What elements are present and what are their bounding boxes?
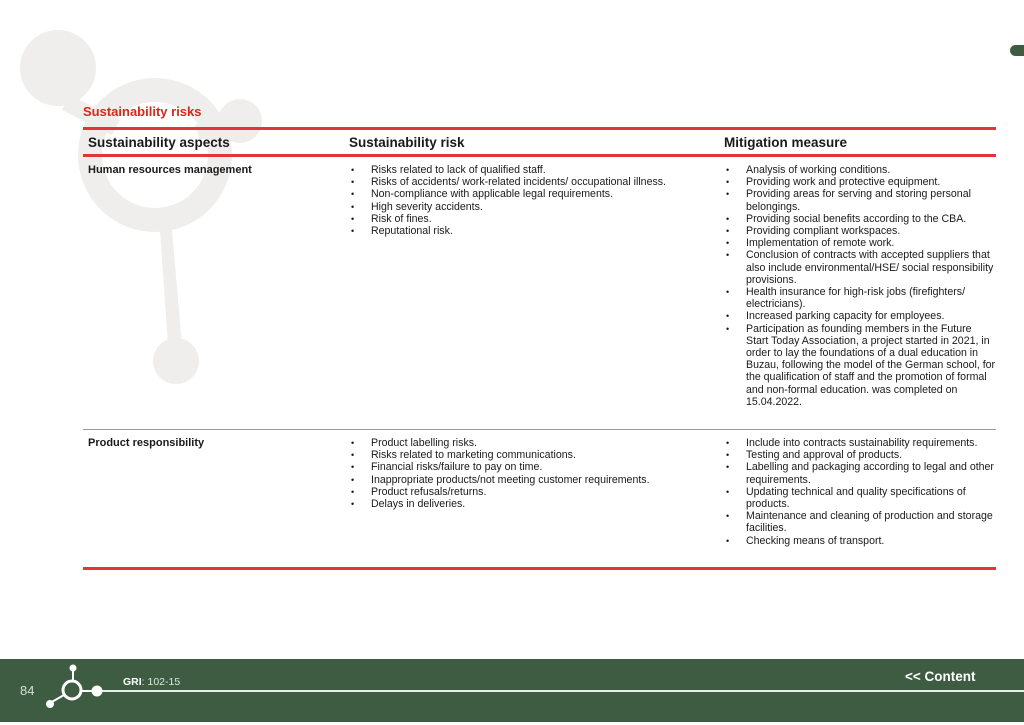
- table-row: [83, 157, 996, 429]
- list-item: • Maintenance and cleaning of production and storage facilities.: [724, 510, 996, 534]
- list-item: • High severity accidents.: [349, 201, 724, 213]
- gri-reference: [123, 676, 180, 688]
- table-row: [83, 430, 996, 567]
- page-tab-marker: [1010, 45, 1024, 56]
- list-item: • Delays in deliveries.: [349, 498, 724, 510]
- gri-value: : 102-15: [141, 676, 181, 688]
- list-item: • Providing social benefits according to the CBA.: [724, 213, 996, 225]
- aspect-cell: Human resources management: [88, 164, 252, 176]
- header-mitigation: Mitigation measure: [724, 134, 848, 150]
- table-header: [83, 130, 996, 154]
- list-item: • Risk of fines.: [349, 213, 724, 225]
- list-item: • Risks related to lack of qualified staff.: [349, 164, 724, 176]
- molecule-logo-icon: [0, 659, 110, 722]
- aspect-cell: Product responsibility: [88, 437, 205, 449]
- list-item: • Providing work and protective equipment.: [724, 176, 996, 188]
- list-item: • Testing and approval of products.: [724, 449, 996, 461]
- content-link[interactable]: << Content: [905, 669, 976, 684]
- list-item: • Labelling and packaging according to legal and other requirements.: [724, 461, 996, 485]
- list-item: • Implementation of remote work.: [724, 237, 996, 249]
- list-item: • Providing compliant workspaces.: [724, 225, 996, 237]
- list-item: • Conclusion of contracts with accepted suppliers that also include environmental/HSE/ social responsibility provisions.: [724, 249, 996, 286]
- list-item: • Product refusals/returns.: [349, 486, 724, 498]
- list-item: • Financial risks/failure to pay on time.: [349, 461, 724, 473]
- mitigation-list: [724, 157, 996, 408]
- list-item: • Participation as founding members in the Future Start Today Association, a project started in 2021, in order to lay the foundations of a dual education in Buzau, following the model of the German school, for the qualification of staff and the promotion of formal and non-formal education. was completed on 15.04.2022.: [724, 323, 996, 408]
- footer-rule: [100, 690, 1024, 692]
- section-title: Sustainability risks: [83, 104, 202, 119]
- gri-label: GRI: [123, 676, 142, 688]
- page-footer: [0, 659, 1024, 722]
- list-item: • Non-compliance with applicable legal requirements.: [349, 188, 724, 200]
- sustainability-risks-table: [83, 127, 996, 570]
- list-item: • Inappropriate products/not meeting customer requirements.: [349, 474, 724, 486]
- list-item: • Updating technical and quality specifications of products.: [724, 486, 996, 510]
- mitigation-list: [724, 430, 996, 547]
- list-item: • Risks related to marketing communications.: [349, 449, 724, 461]
- list-item: • Product labelling risks.: [349, 437, 724, 449]
- list-item: • Include into contracts sustainability requirements.: [724, 437, 996, 449]
- list-item: • Checking means of transport.: [724, 535, 996, 547]
- table-bottom-rule: [83, 567, 996, 570]
- list-item: • Risks of accidents/ work-related incidents/ occupational illness.: [349, 176, 724, 188]
- header-risk: Sustainability risk: [349, 134, 465, 150]
- header-aspects: Sustainability aspects: [88, 134, 230, 150]
- list-item: • Health insurance for high-risk jobs (firefighters/ electricians).: [724, 286, 996, 310]
- page-number: 84: [20, 683, 35, 698]
- list-item: • Increased parking capacity for employees.: [724, 310, 996, 322]
- risk-list: [349, 430, 724, 510]
- list-item: • Reputational risk.: [349, 225, 724, 237]
- list-item: • Providing areas for serving and storing personal belongings.: [724, 188, 996, 212]
- list-item: • Analysis of working conditions.: [724, 164, 996, 176]
- risk-list: [349, 157, 724, 237]
